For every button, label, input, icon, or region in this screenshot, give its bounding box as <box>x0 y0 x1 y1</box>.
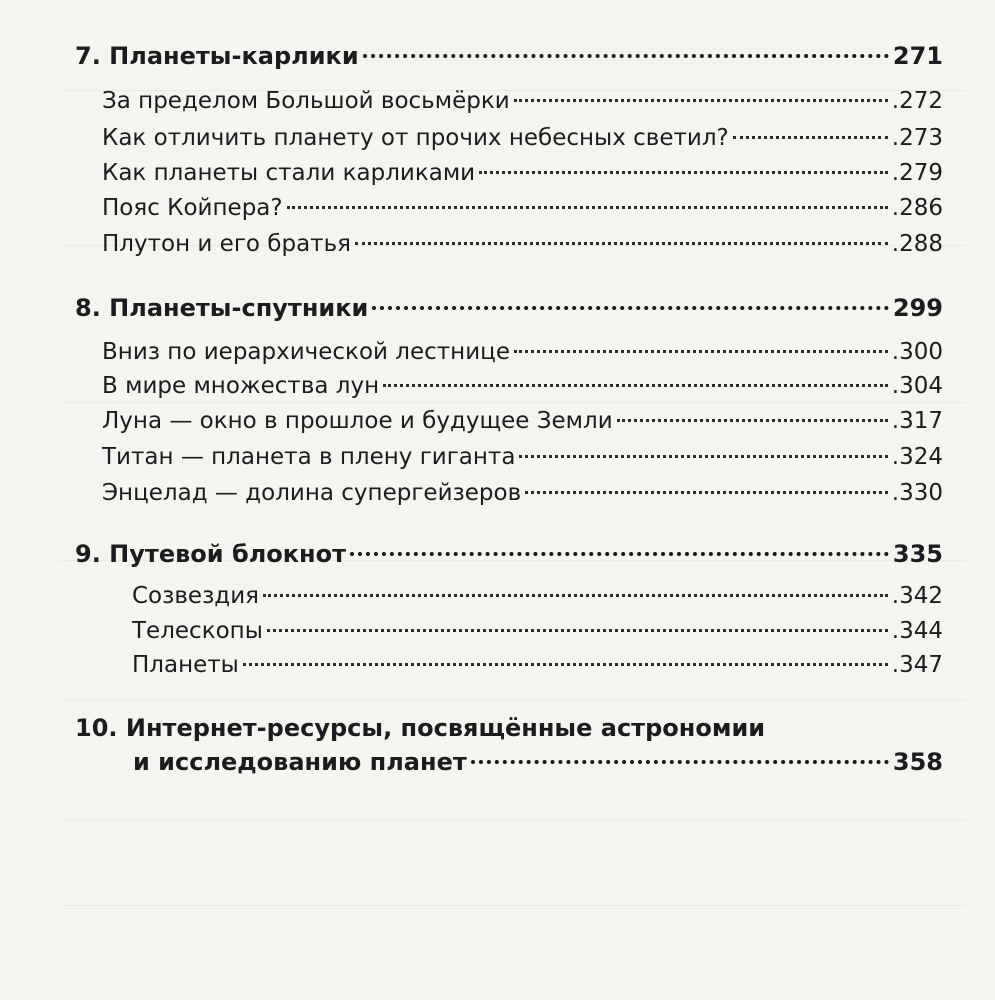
toc-chapter-10-title-line1[interactable]: 10. Интернет-ресурсы, посвящённые астрономии <box>75 714 766 742</box>
toc-entry[interactable] <box>102 480 943 506</box>
entry-title: Планеты <box>132 652 239 678</box>
dot-leader <box>267 629 888 632</box>
toc-entry[interactable] <box>132 652 943 678</box>
show-through-line <box>60 820 965 821</box>
toc-entry[interactable] <box>102 160 943 186</box>
entry-title: Энцелад — долина супергейзеров <box>102 480 522 506</box>
dot-leader <box>733 136 888 139</box>
entry-title: Созвездия <box>132 583 259 609</box>
toc-entry[interactable] <box>102 373 943 399</box>
show-through-line <box>60 402 965 403</box>
chapter-page-number: 335 <box>892 540 943 568</box>
chapter-page-number: 299 <box>892 294 943 322</box>
chapter-page-number: 271 <box>892 42 943 70</box>
toc-entry[interactable] <box>102 195 943 221</box>
dot-leader <box>514 350 888 353</box>
entry-title: В мире множества лун <box>102 373 380 399</box>
entry-page-number: .344 <box>891 618 943 644</box>
dot-leader <box>372 306 889 310</box>
toc-chapter-7[interactable] <box>75 42 943 70</box>
entry-page-number: .273 <box>891 125 943 151</box>
entry-title: Как планеты стали карликами <box>102 160 476 186</box>
chapter-title: 9. Путевой блокнот <box>75 540 347 568</box>
entry-page-number: .342 <box>891 583 943 609</box>
dot-leader <box>514 99 888 102</box>
entry-title: Луна — окно в прошлое и будущее Земли <box>102 408 613 434</box>
toc-entry[interactable] <box>132 583 943 609</box>
entry-title: За пределом Большой восьмёрки <box>102 88 510 114</box>
chapter-title-line2: и исследованию планет <box>133 748 467 776</box>
show-through-line <box>60 700 965 701</box>
toc-chapter-9[interactable] <box>75 540 943 568</box>
toc-entry[interactable] <box>102 88 943 114</box>
show-through-line <box>60 905 965 906</box>
dot-leader <box>243 663 888 666</box>
entry-page-number: .317 <box>891 408 943 434</box>
dot-leader <box>471 760 889 764</box>
toc-entry[interactable] <box>102 444 943 470</box>
toc-entry[interactable] <box>102 125 943 151</box>
dot-leader <box>525 491 888 494</box>
dot-leader <box>263 594 888 597</box>
entry-page-number: .272 <box>891 88 943 114</box>
dot-leader <box>617 419 888 422</box>
dot-leader <box>350 552 889 556</box>
dot-leader <box>383 384 888 387</box>
toc-entry[interactable] <box>132 618 943 644</box>
entry-title: Титан — планета в плену гиганта <box>102 444 516 470</box>
toc-entry[interactable] <box>102 339 943 365</box>
toc-chapter-8[interactable] <box>75 294 943 322</box>
dot-leader <box>363 54 889 58</box>
entry-title: Как отличить планету от прочих небесных светил? <box>102 125 729 151</box>
entry-title: Вниз по иерархической лестнице <box>102 339 510 365</box>
chapter-page-number: 358 <box>892 748 943 776</box>
entry-page-number: .288 <box>891 231 943 257</box>
chapter-title: 8. Планеты-спутники <box>75 294 369 322</box>
toc-chapter-10[interactable] <box>133 748 943 776</box>
entry-title: Телескопы <box>132 618 263 644</box>
dot-leader <box>519 455 887 458</box>
entry-page-number: .330 <box>891 480 943 506</box>
entry-title: Пояс Койпера? <box>102 195 283 221</box>
entry-page-number: .304 <box>891 373 943 399</box>
dot-leader <box>355 242 888 245</box>
entry-page-number: .300 <box>891 339 943 365</box>
toc-entry[interactable] <box>102 408 943 434</box>
dot-leader <box>479 171 888 174</box>
entry-page-number: .347 <box>891 652 943 678</box>
chapter-title: 7. Планеты-карлики <box>75 42 359 70</box>
dot-leader <box>287 206 888 209</box>
entry-page-number: .324 <box>891 444 943 470</box>
entry-page-number: .286 <box>891 195 943 221</box>
entry-page-number: .279 <box>891 160 943 186</box>
entry-title: Плутон и его братья <box>102 231 351 257</box>
toc-entry[interactable] <box>102 231 943 257</box>
